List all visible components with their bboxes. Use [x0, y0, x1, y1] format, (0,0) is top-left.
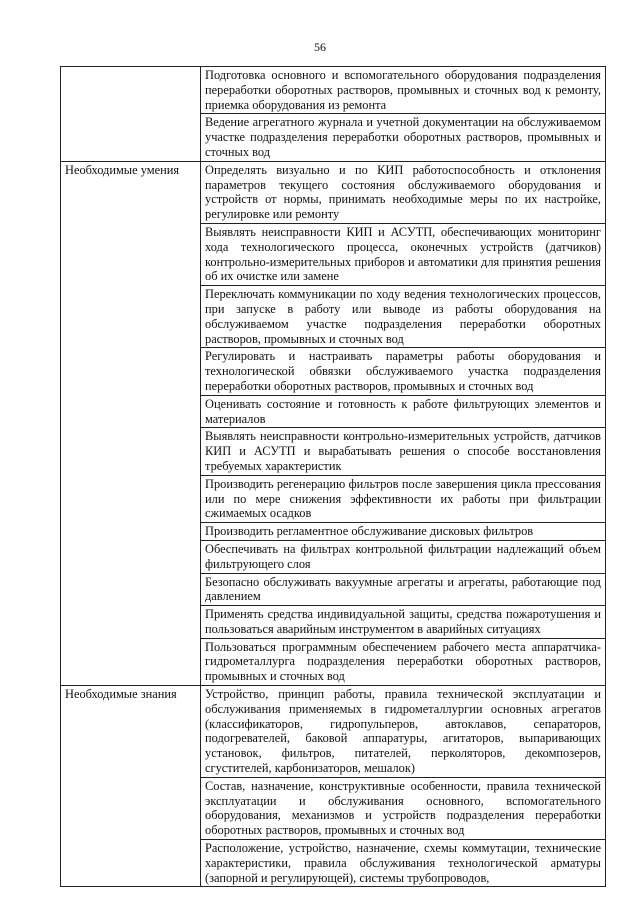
- table-cell: Производить регламентное обслуживание дисковых фильтров: [201, 523, 606, 541]
- table-cell: Переключать коммуникации по ходу ведения технологических процессов, при запуске в работу или выводе из работы оборудования на обслуживаемом участке подразделения переработки оборотных растворов, промывных и сточных вод: [201, 286, 606, 348]
- table-cell: Состав, назначение, конструктивные особенности, правила технической эксплуатации и обслуживания основного, вспомогательного оборудования, механизмов и устройств подразделения переработки оборотных растворов, промывных и сточных вод: [201, 777, 606, 839]
- table-cell: Пользоваться программным обеспечением рабочего места аппаратчика-гидрометаллурга подразделения переработки оборотных растворов, промывных и сточных вод: [201, 638, 606, 685]
- table-cell: Безопасно обслуживать вакуумные агрегаты и агрегаты, работающие под давлением: [201, 573, 606, 606]
- table-cell: Применять средства индивидуальной защиты, средства пожаротушения и пользоваться аварийным инструментом в аварийных ситуациях: [201, 606, 606, 639]
- table-cell: Устройство, принцип работы, правила технической эксплуатации и обслуживания применяемых в гидрометаллургии основных агрегатов (классификаторов, гидропульперов, автоклавов, сепараторов, подогревателей, баковой аппаратуры, агитаторов, выпаривающих установок, фильтров, питателей, перколяторов, декомпозеров, сгустителей, карбонизаторов, мешалок): [201, 686, 606, 778]
- table-cell: Ведение агрегатного журнала и учетной документации на обслуживаемом участке подразделения переработки оборотных растворов, промывных и сточных вод: [201, 114, 606, 161]
- table-cell: Расположение, устройство, назначение, схемы коммутации, технические характеристики, правила обслуживания технологической арматуры (запорной и регулирующей), системы трубопроводов,: [201, 840, 606, 887]
- table-row: [61, 161, 606, 223]
- table-cell: Обеспечивать на фильтрах контрольной фильтрации надлежащий объем фильтрующего слоя: [201, 540, 606, 573]
- table-row: [61, 67, 606, 114]
- section-label-skills: Необходимые умения: [61, 161, 201, 685]
- qualification-table: [60, 66, 606, 887]
- table-cell: Оценивать состояние и готовность к работе фильтрующих элементов и материалов: [201, 395, 606, 428]
- page-number: 56: [314, 40, 326, 54]
- table-row: [61, 686, 606, 778]
- table-cell: Определять визуально и по КИП работоспособность и отклонения параметров текущего состояния обслуживаемого оборудования и устройств от нормы, принимать необходимые меры по их настройке, регулировке или ремонту: [201, 161, 606, 223]
- table-cell: Регулировать и настраивать параметры работы оборудования и технологической обвязки обслуживаемого участка подразделения переработки оборотных растворов, промывных и сточных вод: [201, 348, 606, 395]
- table-cell: Выявлять неисправности КИП и АСУТП, обеспечивающих мониторинг хода технологического процесса, оконечных устройств (датчиков) контрольно-измерительных приборов и автоматики для принятия решения об их очистке или замене: [201, 223, 606, 285]
- section-label-knowledge: Необходимые знания: [61, 686, 201, 887]
- table-cell: Подготовка основного и вспомогательного оборудования подразделения переработки оборотных растворов, промывных и сточных вод к ремонту, приемка оборудования из ремонта: [201, 67, 606, 114]
- table-cell: Производить регенерацию фильтров после завершения цикла прессования или по мере снижения эффективности их работы при фильтрации сжимаемых осадков: [201, 475, 606, 522]
- section-label: [61, 67, 201, 162]
- table-cell: Выявлять неисправности контрольно-измерительных устройств, датчиков КИП и АСУТП и вырабатывать решения о способе восстановления требуемых характеристик: [201, 428, 606, 475]
